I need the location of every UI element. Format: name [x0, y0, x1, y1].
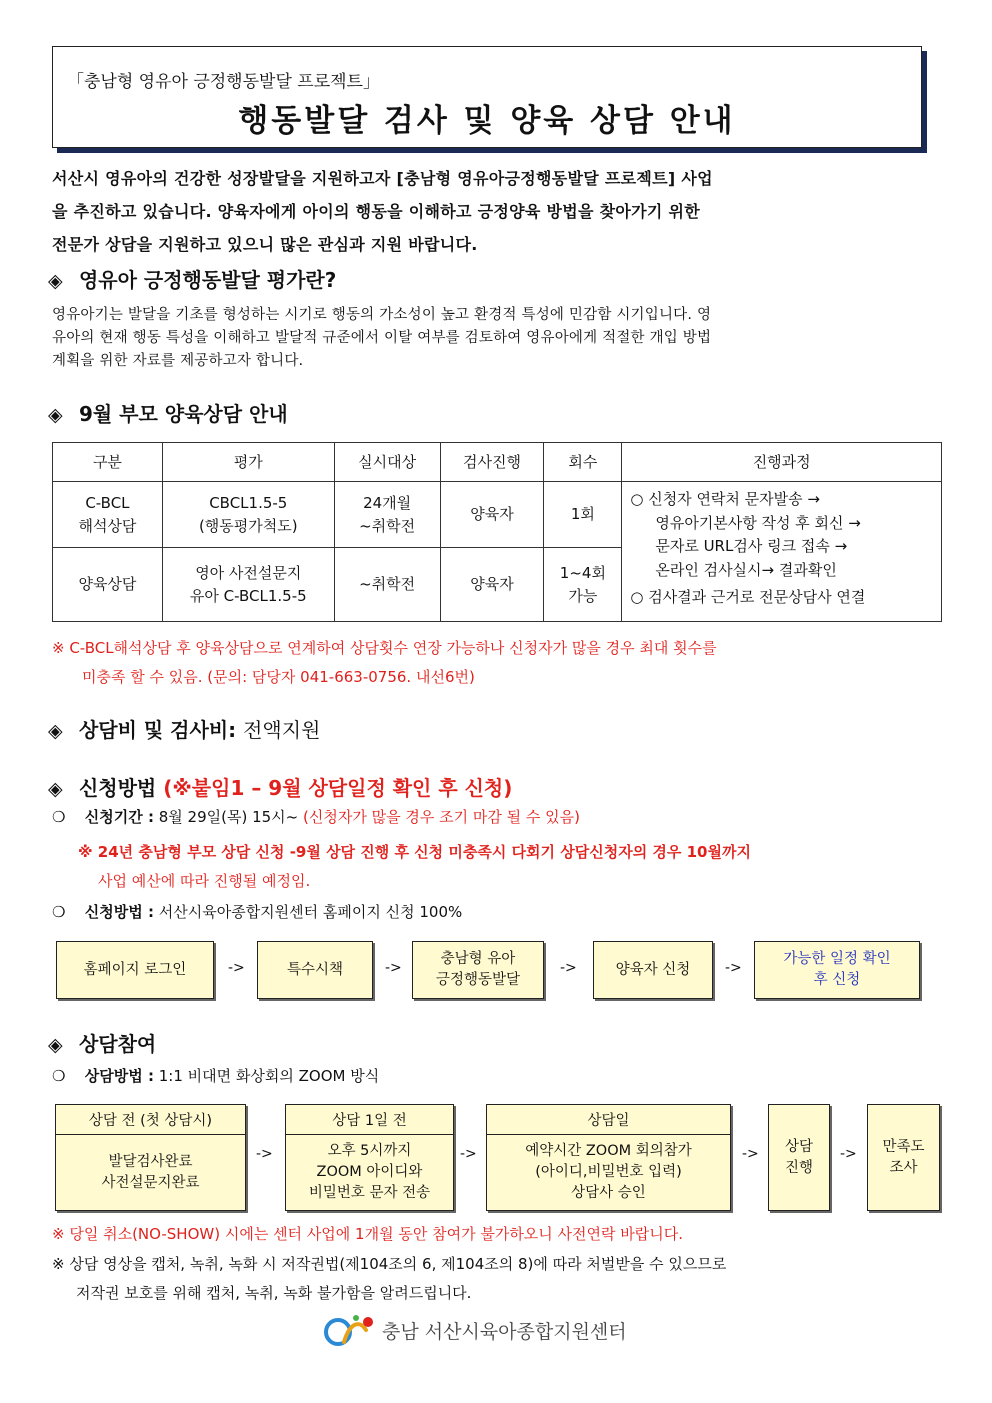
- diamond-bullet-icon: ◈: [48, 720, 63, 742]
- flow-day-before: [285, 1104, 454, 1211]
- cell-line: 해석상담: [78, 516, 137, 535]
- cell-line: 1~4회: [559, 563, 606, 582]
- step-check-schedule: [754, 941, 920, 999]
- step-label: 특수시책: [286, 961, 344, 978]
- section-title: 상담참여: [78, 1032, 157, 1056]
- table-cell: [162, 548, 334, 622]
- arrow-right-icon: ->: [460, 1146, 477, 1162]
- flow-line: 상담: [784, 1138, 813, 1155]
- note-line: ※ C-BCL해석상담 후 양육상담으로 연계하여 상담횟수 연장 가능하나 신청자가 많을 경우 최대 횟수를: [52, 639, 717, 657]
- notice-line: 사업 예산에 따라 진행될 예정임.: [98, 872, 311, 890]
- flow-line: 만족도: [882, 1138, 925, 1155]
- counseling-table: [52, 442, 942, 622]
- section-title-note: (※붙임1 – 9월 상담일정 확인 후 신청): [163, 776, 513, 800]
- notice-line: ※ 24년 충남형 부모 상담 신청 -9월 상담 진행 후 신청 미충족시 다회기 상담신청자의 경우 10월까지: [78, 843, 751, 861]
- noshow-notice: ※ 당일 취소(NO-SHOW) 시에는 센터 사업에 1개월 동안 참여가 불가하오니 사전연락 바랍니다.: [52, 1225, 684, 1243]
- arrow-right-icon: ->: [725, 960, 742, 976]
- flow-counseling-progress: [768, 1104, 830, 1211]
- step-label: 충남형 유아: [440, 951, 516, 967]
- table-cell: [162, 482, 334, 548]
- section-title: 9월 부모 양육상담 안내: [78, 402, 288, 426]
- table-cell: ~취학전: [334, 548, 440, 622]
- flow-box-header: 상담 1일 전: [286, 1105, 453, 1135]
- project-subtitle: 「충남형 영유아 긍정행동발달 프로젝트」: [67, 72, 380, 92]
- arrow-right-icon: ->: [385, 960, 402, 976]
- section-heading-parenting: [48, 398, 288, 427]
- diamond-bullet-icon: ◈: [48, 1034, 63, 1056]
- flow-counseling-day: [486, 1104, 731, 1211]
- evaluation-description: [52, 304, 945, 373]
- section-title: 상담비 및 검사비:: [78, 718, 237, 742]
- process-line: ○ 검사결과 근거로 전문상담사 연결: [630, 588, 866, 606]
- special-notice: [78, 838, 918, 896]
- flow-line: ZOOM 아이디와: [316, 1164, 423, 1180]
- table-header: 진행과정: [622, 443, 942, 482]
- intro-line: 전문가 상담을 지원하고 있으니 많은 관심과 지원 바랍니다.: [52, 235, 478, 254]
- desc-line: 계획을 위한 자료를 제공하고자 합니다.: [52, 353, 304, 369]
- process-line: 문자로 URL검사 링크 접속 →: [655, 537, 848, 555]
- step-special-policy: [257, 941, 373, 999]
- table-cell: 양육상담: [53, 548, 163, 622]
- table-cell: 양육자: [440, 548, 544, 622]
- title-box: [52, 46, 922, 148]
- method-label: 상담방법 :: [84, 1067, 154, 1085]
- table-header: 검사진행: [440, 443, 544, 482]
- application-period: [52, 806, 580, 827]
- method-value: 1:1 비대면 화상회의 ZOOM 방식: [158, 1067, 380, 1085]
- step-homepage-login: [56, 941, 214, 999]
- center-logo-icon: [324, 1312, 376, 1348]
- cell-line: 가능: [568, 586, 598, 605]
- flow-box-body: [868, 1105, 939, 1210]
- step-label: 양육자 신청: [615, 961, 691, 978]
- table-cell: 양육자: [440, 482, 544, 548]
- section-heading-application: [48, 772, 512, 801]
- table-note: [52, 634, 944, 692]
- table-cell: 1회: [544, 482, 622, 548]
- flow-satisfaction-survey: [867, 1104, 940, 1211]
- process-line: ○ 신청자 연락처 문자발송 →: [630, 490, 820, 508]
- fee-value: 전액지원: [243, 718, 321, 742]
- desc-line: 영유아기는 발달을 기초를 형성하는 시기로 행동의 가소성이 높고 환경적 특성에 민감함 시기입니다. 영: [52, 307, 712, 323]
- cell-line: ~취학전: [359, 516, 416, 535]
- process-cell: [622, 482, 942, 622]
- process-line: 온라인 검사실시→ 결과확인: [655, 560, 837, 579]
- table-cell: [544, 548, 622, 622]
- circle-bullet-icon: ❍: [52, 1067, 66, 1085]
- intro-line: 서산시 영유아의 건강한 성장발달을 지원하고자 [충남형 영유아긍정행동발달 프로젝트] 사업: [52, 169, 713, 188]
- flow-box-body: [769, 1105, 829, 1210]
- circle-bullet-icon: ❍: [52, 903, 66, 921]
- flow-line: 오후 5시까지: [327, 1143, 412, 1159]
- note-line: 미충족 할 수 있음. (문의: 담당자 041-663-0756. 내선6번): [82, 668, 475, 686]
- cell-line: (행동평가척도): [198, 516, 298, 535]
- flow-line: 발달검사완료: [108, 1153, 193, 1170]
- table-header: 구분: [53, 443, 163, 482]
- section-heading-evaluation: [48, 264, 336, 293]
- table-header: 실시대상: [334, 443, 440, 482]
- section-heading-participation: [48, 1028, 156, 1057]
- intro-paragraph: [52, 162, 922, 261]
- flow-line: 비밀번호 문자 전송: [308, 1185, 431, 1201]
- flow-line: 사전설문지완료: [101, 1174, 200, 1191]
- method-label: 신청방법 :: [84, 903, 154, 921]
- table-row: [53, 482, 942, 548]
- flow-box-header: 상담 전 (첫 상담시): [56, 1105, 245, 1135]
- intro-line: 을 추진하고 있습니다. 양육자에게 아이의 행동을 이해하고 긍정양육 방법을 찾아가기 위한: [52, 202, 701, 221]
- arrow-right-icon: ->: [228, 960, 245, 976]
- flow-line: 상담사 승인: [571, 1185, 646, 1201]
- cell-line: 영아 사전설문지: [195, 563, 302, 582]
- step-label: 후 신청: [813, 972, 861, 988]
- application-method: [52, 901, 462, 922]
- counseling-method: [52, 1065, 379, 1086]
- section-title: 신청방법: [78, 776, 157, 800]
- arrow-right-icon: ->: [560, 960, 577, 976]
- period-label: 신청기간 :: [84, 808, 154, 826]
- desc-line: 유아의 현재 행동 특성을 이해하고 발달적 규준에서 이탈 여부를 검토하여 영유아에게 적절한 개입 방법: [52, 330, 712, 346]
- step-label: 긍정행동발달: [435, 972, 521, 988]
- center-logo: [324, 1312, 627, 1348]
- flow-before-counseling: [55, 1104, 246, 1211]
- flow-box-body: [286, 1135, 453, 1210]
- section-title: 영유아 긍정행동발달 평가란?: [78, 268, 337, 292]
- flow-line: (아이디,비밀번호 입력): [535, 1164, 682, 1180]
- flow-box-body: [487, 1135, 730, 1210]
- method-value: 서산시육아종합지원센터 홈페이지 신청 100%: [158, 903, 463, 921]
- cell-line: C-BCL: [85, 493, 130, 512]
- notice-line: 저작권 보호를 위해 캡처, 녹취, 녹화 불가함을 알려드립니다.: [76, 1284, 472, 1302]
- period-note: (신청자가 많을 경우 조기 마감 될 수 있음): [303, 808, 580, 826]
- flow-line: 진행: [784, 1159, 813, 1176]
- table-cell: [334, 482, 440, 548]
- copyright-notice: [52, 1250, 932, 1308]
- cell-line: 24개월: [363, 493, 412, 512]
- step-label: 가능한 일정 확인: [783, 951, 891, 967]
- flow-line: 예약시간 ZOOM 회의참가: [525, 1143, 692, 1159]
- arrow-right-icon: ->: [840, 1146, 857, 1162]
- section-heading-fees: [48, 714, 320, 743]
- page-title: 행동발달 검사 및 양육 상담 안내: [238, 103, 736, 139]
- circle-bullet-icon: ❍: [52, 808, 66, 826]
- table-header-row: [53, 443, 942, 482]
- cell-line: 유아 C-BCL1.5-5: [189, 586, 307, 605]
- diamond-bullet-icon: ◈: [48, 778, 63, 800]
- period-value: 8월 29일(목) 15시~: [158, 808, 299, 826]
- flow-box-header: 상담일: [487, 1105, 730, 1135]
- notice-line: ※ 상담 영상을 캡처, 녹취, 녹화 시 저작권법(제104조의 6, 제104조의 8)에 따라 처벌받을 수 있으므로: [52, 1255, 727, 1273]
- cell-line: CBCL1.5-5: [209, 493, 288, 512]
- step-chungnam-program: [412, 941, 544, 999]
- arrow-right-icon: ->: [256, 1146, 273, 1162]
- step-parent-apply: [593, 941, 713, 999]
- step-label: 홈페이지 로그인: [83, 961, 187, 978]
- arrow-right-icon: ->: [742, 1146, 759, 1162]
- table-header: 회수: [544, 443, 622, 482]
- diamond-bullet-icon: ◈: [48, 270, 63, 292]
- flow-box-body: [56, 1135, 245, 1210]
- table-cell: [53, 482, 163, 548]
- table-header: 평가: [162, 443, 334, 482]
- diamond-bullet-icon: ◈: [48, 404, 63, 426]
- process-line: 영유아기본사항 작성 후 회신 →: [655, 513, 861, 532]
- center-name: 충남 서산시육아종합지원센터: [382, 1320, 627, 1343]
- flow-line: 조사: [889, 1159, 918, 1176]
